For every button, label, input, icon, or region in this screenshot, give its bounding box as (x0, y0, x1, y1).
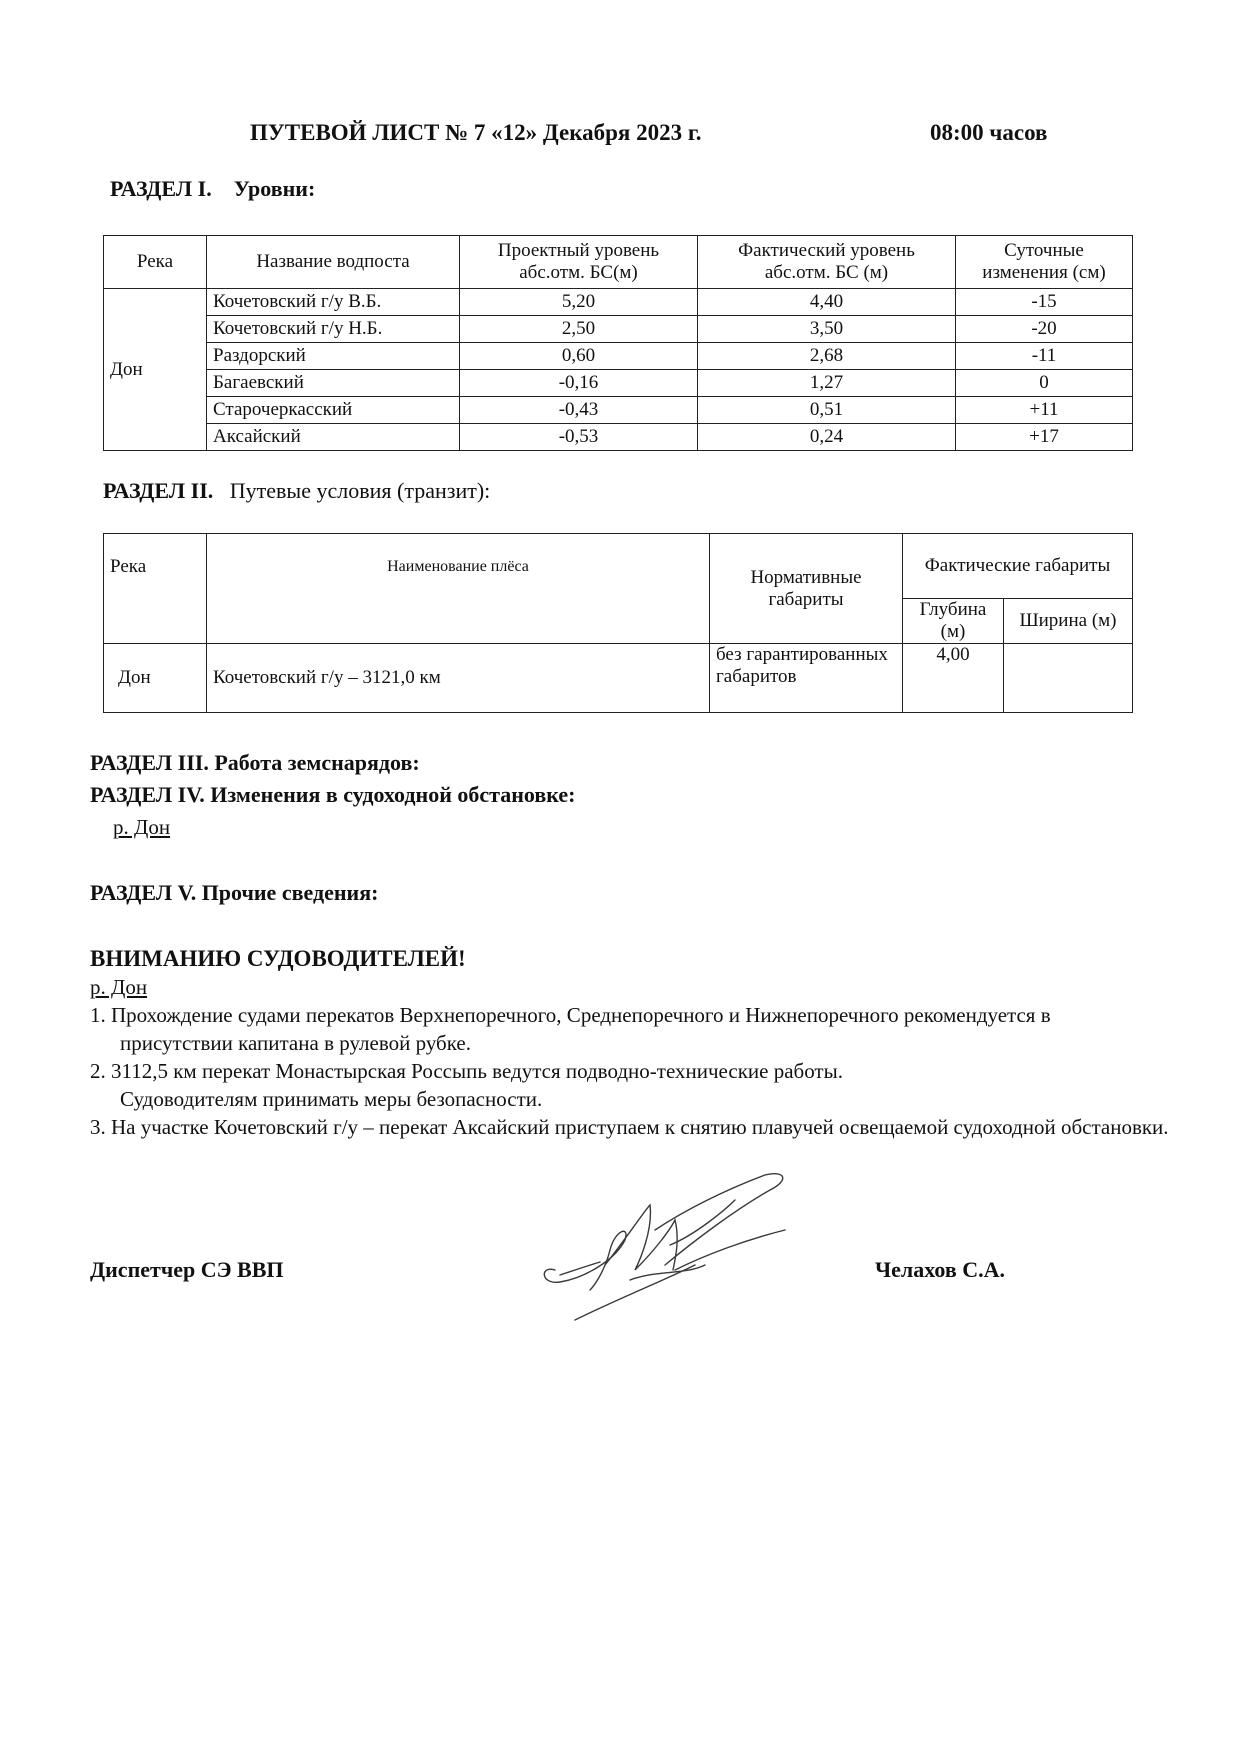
river-cell: Дон (104, 289, 207, 451)
notice-item-3: 3. На участке Кочетовский г/у – перекат Аксайский приступаем к снятию плавучей освещаемой судоходной обстановки. (90, 1115, 1169, 1139)
post-name: Кочетовский г/у Н.Б. (207, 316, 460, 343)
notice-title: ВНИМАНИЮ СУДОВОДИТЕЛЕЙ! (90, 946, 466, 971)
levels-table (103, 235, 1133, 451)
document-time: 08:00 часов (930, 120, 1048, 145)
table-row (104, 644, 1133, 713)
col-width: Ширина (м) (1004, 599, 1133, 644)
post-name: Кочетовский г/у В.Б. (207, 289, 460, 316)
project-level: -0,16 (460, 370, 698, 397)
transit-table (103, 533, 1133, 713)
post-name: Раздорский (207, 343, 460, 370)
section-1-title: Уровни: (233, 176, 316, 201)
section-2-title: Путевые условия (транзит): (229, 478, 491, 503)
section-4-heading (90, 782, 575, 808)
col-river: Река (104, 534, 207, 644)
table-row (104, 370, 1133, 397)
col-river: Река (104, 236, 207, 289)
daily-change: -11 (956, 343, 1133, 370)
col-actual-level: Фактический уровень абс.отм. БС (м) (698, 236, 956, 289)
document-title: ПУТЕВОЙ ЛИСТ № 7 «12» Декабря 2023 г. (250, 120, 702, 145)
dispatcher-position: Диспетчер СЭ ВВП (90, 1257, 284, 1282)
daily-change: 0 (956, 370, 1133, 397)
col-normative: Нормативные габариты (710, 534, 903, 644)
notice-item-1: 1. Прохождение судами перекатов Верхнепоречного, Среднепоречного и Нижнепоречного рекомендуется в присутствии капитана в рулевой рубке. (90, 1003, 1051, 1055)
stretch-cell: Кочетовский г/у – 3121,0 км (207, 644, 710, 713)
document-header (250, 120, 1048, 146)
project-level: 0,60 (460, 343, 698, 370)
section-3-title: РАЗДЕЛ III. Работа земснарядов: (90, 750, 420, 775)
daily-change: -20 (956, 316, 1133, 343)
col-post-name: Название водпоста (207, 236, 460, 289)
table-row (104, 397, 1133, 424)
depth-cell: 4,00 (903, 644, 1004, 713)
dispatcher-name: Челахов С.А. (875, 1257, 1006, 1282)
actual-level: 1,27 (698, 370, 956, 397)
section-4-river: р. Дон (113, 815, 171, 839)
section-2-heading (103, 478, 490, 504)
table-row (104, 424, 1133, 451)
notice-river: р. Дон (90, 975, 148, 999)
section-5-heading (90, 880, 378, 906)
table-row (104, 289, 1133, 316)
daily-change: -15 (956, 289, 1133, 316)
table-row (104, 343, 1133, 370)
notice-block (90, 945, 1185, 1141)
col-depth: Глубина (м) (903, 599, 1004, 644)
post-name: Багаевский (207, 370, 460, 397)
daily-change: +11 (956, 397, 1133, 424)
section-4-title: РАЗДЕЛ IV. Изменения в судоходной обстановке: (90, 782, 576, 807)
actual-level: 2,68 (698, 343, 956, 370)
daily-change: +17 (956, 424, 1133, 451)
project-level: -0,43 (460, 397, 698, 424)
post-name: Аксайский (207, 424, 460, 451)
col-daily-change: Суточные изменения (см) (956, 236, 1133, 289)
actual-level: 3,50 (698, 316, 956, 343)
section-1-label: РАЗДЕЛ I. (110, 176, 212, 201)
project-level: 5,20 (460, 289, 698, 316)
project-level: -0,53 (460, 424, 698, 451)
section-5-title: РАЗДЕЛ V. Прочие сведения: (90, 880, 379, 905)
section-1-heading (110, 176, 315, 202)
river-cell: Дон (104, 644, 207, 713)
actual-level: 0,51 (698, 397, 956, 424)
post-name: Старочеркасский (207, 397, 460, 424)
section-3-heading (90, 750, 420, 776)
col-stretch: Наименование плёса (207, 534, 710, 644)
normative-cell: без гарантированных габаритов (710, 644, 903, 713)
actual-level: 4,40 (698, 289, 956, 316)
table-row (104, 316, 1133, 343)
notice-item-2-line-2: Судоводителям принимать меры безопасности. (120, 1087, 543, 1111)
notice-item-2-line-1: 2. 3112,5 км перекат Монастырская Россыпь ведутся подводно-технические работы. (90, 1059, 843, 1083)
handwritten-signature (535, 1170, 815, 1330)
transit-table-header (104, 534, 1133, 599)
levels-table-header (104, 236, 1133, 289)
actual-level: 0,24 (698, 424, 956, 451)
project-level: 2,50 (460, 316, 698, 343)
section-2-label: РАЗДЕЛ II. (103, 478, 214, 503)
width-cell (1004, 644, 1133, 713)
col-project-level: Проектный уровень абс.отм. БС(м) (460, 236, 698, 289)
col-actual-dimensions: Фактические габариты (903, 534, 1133, 599)
